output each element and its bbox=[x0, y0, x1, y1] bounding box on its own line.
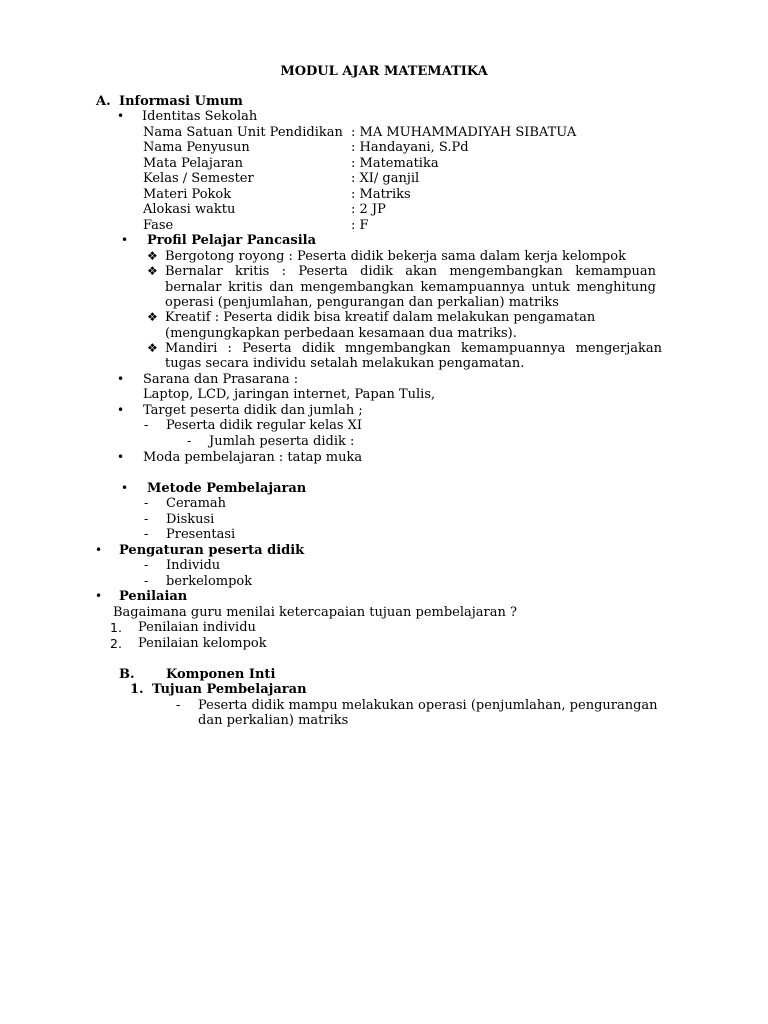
dash-icon: - bbox=[144, 418, 149, 433]
pengaturan-item: berkelompok bbox=[166, 574, 253, 589]
section-b-heading: Komponen Inti bbox=[166, 667, 276, 682]
identitas-value: : MA MUHAMMADIYAH SIBATUA bbox=[351, 125, 577, 140]
profil-item-line: Mandiri : Peserta didik mngembangkan kemampuannya mengerjakan bbox=[165, 341, 662, 356]
metode-item: Diskusi bbox=[166, 512, 215, 527]
identitas-value: : 2 JP bbox=[351, 202, 386, 217]
diamond-bullet-icon: ❖ bbox=[147, 264, 158, 278]
metode-heading: Metode Pembelajaran bbox=[147, 481, 307, 496]
dash-icon: - bbox=[144, 527, 149, 542]
diamond-bullet-icon: ❖ bbox=[147, 249, 158, 263]
section-a-marker: A. bbox=[96, 94, 111, 109]
profil-item-line: operasi (penjumlahan, pengurangan dan perkalian) matriks bbox=[165, 295, 559, 310]
section-a-heading: Informasi Umum bbox=[119, 94, 243, 109]
bullet-icon: • bbox=[117, 372, 125, 386]
identitas-label: Nama Satuan Unit Pendidikan bbox=[143, 125, 343, 140]
penilaian-question: Bagaimana guru menilai ketercapaian tujuan pembelajaran ? bbox=[113, 605, 517, 620]
identitas-label: Mata Pelajaran bbox=[143, 156, 244, 171]
page-title: MODUL AJAR MATEMATIKA bbox=[280, 64, 488, 79]
list-number: 1. bbox=[110, 620, 122, 635]
tujuan-line: dan perkalian) matriks bbox=[198, 713, 349, 728]
bullet-icon: • bbox=[117, 450, 125, 464]
profil-item-line: Bergotong royong : Peserta didik bekerja sama dalam kerja kelompok bbox=[165, 249, 626, 264]
identitas-value: : F bbox=[351, 218, 369, 233]
tujuan-line: Peserta didik mampu melakukan operasi (penjumlahan, pengurangan bbox=[198, 698, 658, 713]
penilaian-item: Penilaian kelompok bbox=[138, 636, 267, 651]
identitas-heading: Identitas Sekolah bbox=[142, 109, 258, 124]
dash-icon: - bbox=[144, 574, 149, 589]
list-number: 2. bbox=[110, 636, 122, 651]
identitas-label: Alokasi waktu bbox=[143, 202, 236, 217]
profil-item-line: bernalar kritis dan mengembangkan kemampuannya untuk menghitung bbox=[165, 280, 656, 295]
bullet-icon: • bbox=[95, 589, 103, 603]
bullet-icon: • bbox=[121, 481, 129, 495]
identitas-value: : XI/ ganjil bbox=[351, 171, 420, 186]
pengaturan-item: Individu bbox=[166, 558, 221, 573]
dash-icon: - bbox=[144, 512, 149, 527]
dash-icon: - bbox=[144, 558, 149, 573]
identitas-value: : Handayani, S.Pd bbox=[351, 140, 469, 155]
section-b-marker: B. bbox=[119, 667, 135, 682]
sarana-text: Laptop, LCD, jaringan internet, Papan Tulis, bbox=[143, 387, 436, 402]
profil-item-line: Bernalar kritis : Peserta didik akan mengembangkan kemampuan bbox=[165, 264, 656, 279]
subsection-heading: Tujuan Pembelajaran bbox=[152, 682, 307, 697]
identitas-label: Fase bbox=[143, 218, 174, 233]
identitas-value: : Matriks bbox=[351, 187, 411, 202]
identitas-label: Kelas / Semester bbox=[143, 171, 254, 186]
penilaian-item: Penilaian individu bbox=[138, 620, 256, 635]
dash-icon: - bbox=[187, 434, 192, 449]
moda-text: Moda pembelajaran : tatap muka bbox=[143, 450, 363, 465]
target-subsub: Jumlah peserta didik : bbox=[209, 434, 355, 449]
bullet-icon: • bbox=[121, 233, 129, 247]
bullet-icon: • bbox=[95, 543, 103, 557]
diamond-bullet-icon: ❖ bbox=[147, 341, 158, 355]
target-sub: Peserta didik regular kelas XI bbox=[166, 418, 363, 433]
metode-item: Ceramah bbox=[166, 496, 227, 511]
profil-item-line: (mengungkapkan perbedaan kesamaan dua matriks). bbox=[165, 326, 517, 341]
dash-icon: - bbox=[176, 698, 181, 713]
target-heading: Target peserta didik dan jumlah ; bbox=[143, 403, 363, 418]
identitas-value: : Matematika bbox=[351, 156, 439, 171]
bullet-icon: • bbox=[117, 109, 125, 123]
identitas-label: Nama Penyusun bbox=[143, 140, 250, 155]
pengaturan-heading: Pengaturan peserta didik bbox=[119, 543, 305, 558]
dash-icon: - bbox=[144, 496, 149, 511]
sarana-heading: Sarana dan Prasarana : bbox=[143, 372, 299, 387]
bullet-icon: • bbox=[117, 403, 125, 417]
subsection-number: 1. bbox=[130, 682, 144, 697]
profil-item-line: Kreatif : Peserta didik bisa kreatif dalam melakukan pengamatan bbox=[165, 310, 596, 325]
profil-heading: Profil Pelajar Pancasila bbox=[147, 233, 317, 248]
diamond-bullet-icon: ❖ bbox=[147, 310, 158, 324]
metode-item: Presentasi bbox=[166, 527, 236, 542]
profil-item-line: tugas secara individu setalah melakukan pengamatan. bbox=[165, 356, 525, 371]
identitas-label: Materi Pokok bbox=[143, 187, 232, 202]
penilaian-heading: Penilaian bbox=[119, 589, 188, 604]
